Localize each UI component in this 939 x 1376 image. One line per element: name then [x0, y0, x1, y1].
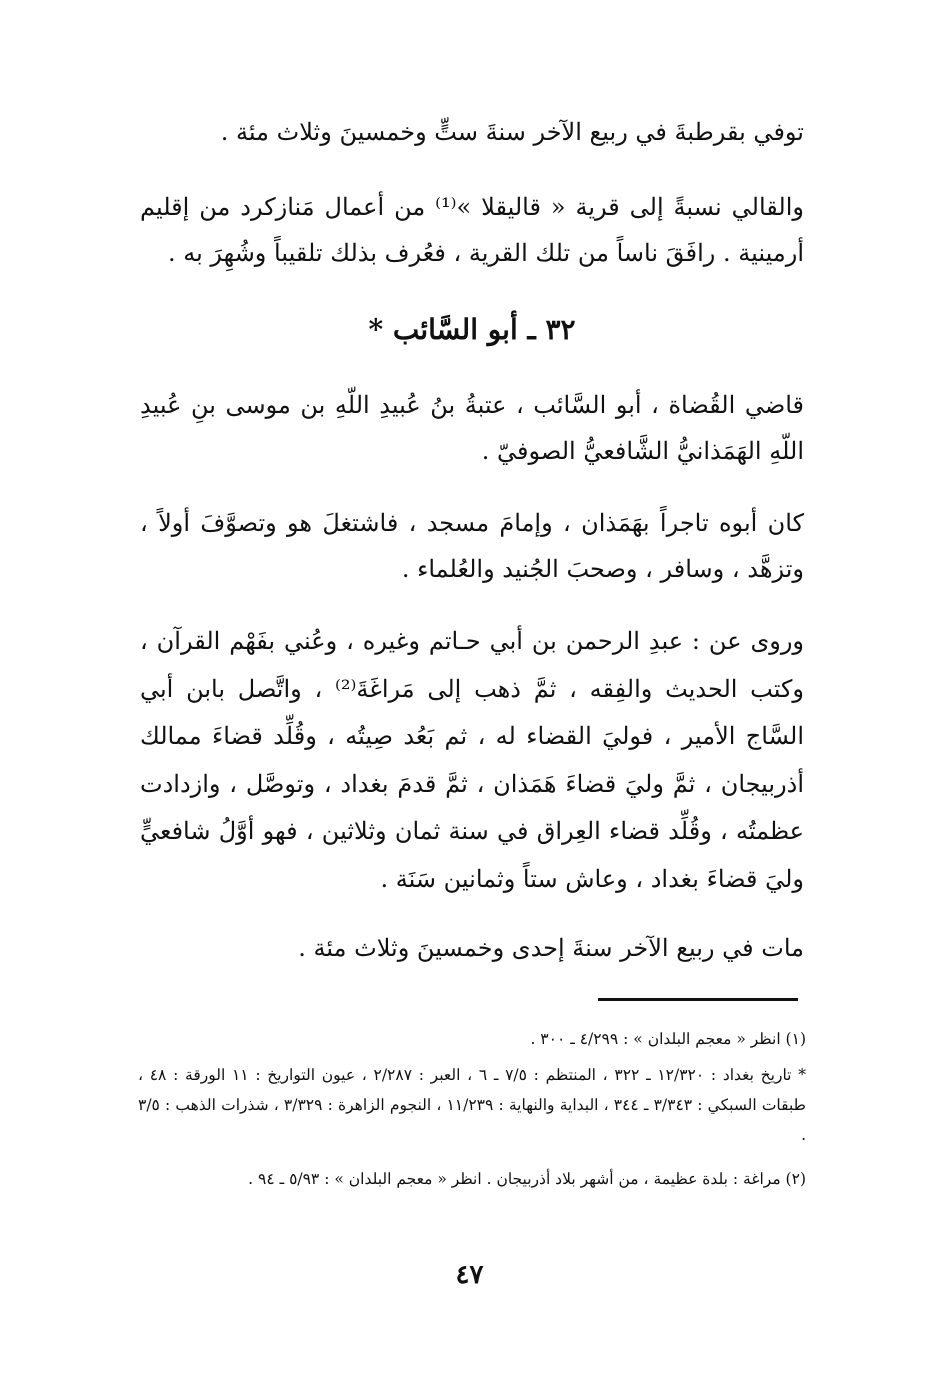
entry-heading: ٣٢ ـ أبو السَّائب *: [368, 313, 576, 346]
biography-paragraph-1: قاضي القُضاة ، أبو السَّائب ، عتبةُ بنُ عُبيدِ اللّهِ بن موسى بنِ عُبيدِ اللّهِ الهَمَذانيُّ الشَّافعيُّ الصوفيّ .: [140, 391, 804, 465]
page-number: ٤٧: [455, 1260, 484, 1290]
footnote-sources: * تاريخ بغداد : ١٢/٣٢٠ ـ ٣٢٢ ، المنتظم : ٧/٥ ـ ٦ ، العبر : ٢/٢٨٧ ، عيون التواريخ : ١١ الورقة : ٤٨ ، طبقات السبكي : ٣/٣٤٣ ـ ٣٤٤ ، البداية والنهاية : ١١/٢٣٩ ، النجوم الزاهرة : ٣/٣٢٩ ، شذرات الذهب : ٣/٥ .: [138, 1066, 806, 1144]
footnote-separator: [598, 998, 798, 1001]
biography-paragraph-3: وروى عن : عبدِ الرحمن بن أبي حـاتم وغيره ، وعُني بفَهْم القرآن ، وكتب الحديث والفِقه ، ثمَّ ذهب إلى مَراغَةَ⁽²⁾ ، واتَّصل بابن أبي السَّاج الأمير ، فوليَ القضاء له ، ثم بَعُد صِيتُه ، وقُلِّد قضاءَ ممالك أذربيجان ، ثمَّ وليَ قضاءَ هَمَذان ، ثمَّ قدمَ بغداد ، وتوصَّل ، وازدادت عظمتُه ، وقُلِّد قضاء العِراق في سنة ثمان وثلاثين ، فهو أوَّلُ شافعيٍّ وليَ قضاءَ بغداد ، وعاش ستاً وثمانين سَنَة .: [140, 627, 804, 893]
nisba-paragraph: والقالي نسبةً إلى قرية « قاليقلا »⁽¹⁾ من أعمال مَنازكرد من إقليم أرمينية . رافَقَ ناساً من تلك القرية ، فعُرف بذلك تلقيباً وشُهِرَ به .: [140, 193, 805, 267]
death-line-entry-31: توفي بقرطبةَ في ربيع الآخر سنةَ ستٍّ وخمسينَ وثلاث مئة .: [220, 118, 804, 146]
biography-paragraph-2: كان أبوه تاجراً بهَمَذان ، وإمامَ مسجد ، فاشتغلَ هو وتصوَّفَ أولاً ، وتزهَّد ، وسافر ، وصحبَ الجُنيد والعُلماء .: [140, 509, 804, 583]
death-line-entry-32: مات في ربيع الآخر سنةَ إحدى وخمسينَ وثلاث مئة .: [298, 934, 804, 962]
footnote-2: (٢) مراغة : بلدة عظيمة ، من أشهر بلاد أذربيجان . انظر « معجم البلدان » : ٥/٩٣ ـ ٩٤ .: [248, 1170, 806, 1188]
footnote-1: (١) انظر « معجم البلدان » : ٤/٢٩٩ ـ ٣٠٠ .: [530, 1030, 806, 1048]
